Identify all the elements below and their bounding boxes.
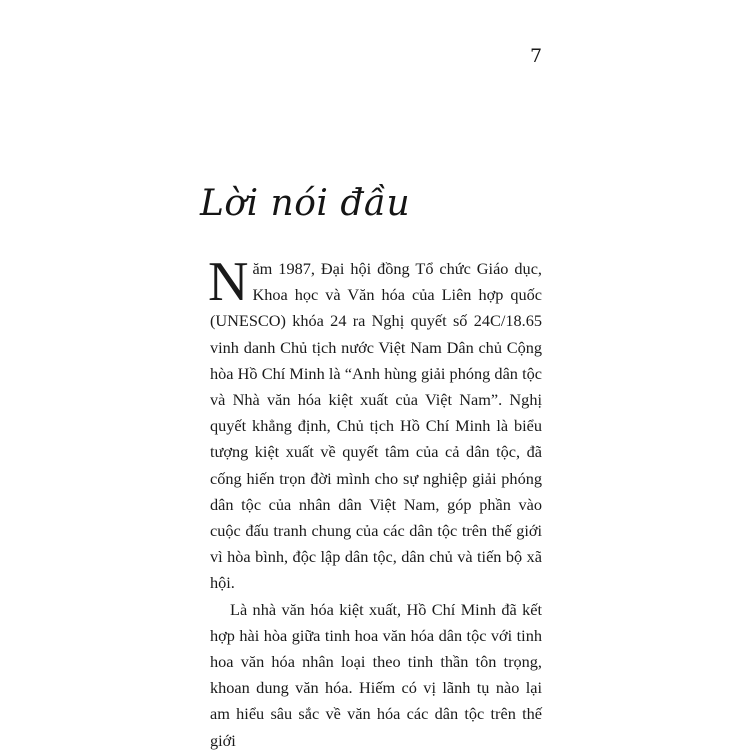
paragraph-1 — [208, 251, 542, 597]
chapter-title: Lời nói đầu — [200, 183, 411, 224]
body-text — [208, 251, 542, 754]
page-number: 7 — [530, 45, 543, 67]
paragraph-1-text: ăm 1987, Đại hội đồng Tổ chức Giáo dục, Khoa học và Văn hóa của Liên hợp quốc (UNESCO) khóa 24 ra Nghị quyết số 24C/18.65 vinh danh Chủ tịch nước Việt Nam Dân chủ Cộng hòa Hồ Chí Minh là “Anh hùng giải phóng dân tộc và Nhà văn hóa kiệt xuất của Việt Nam”. Nghị quyết khẳng định, Chủ tịch Hồ Chí Minh là biểu tượng kiệt xuất về quyết tâm của cả dân tộc, đã cống hiến trọn đời mình cho sự nghiệp giải phóng dân tộc của nhân dân Việt Nam, góp phần vào cuộc đấu tranh chung của các dân tộc trên thế giới vì hòa bình, độc lập dân tộc, dân chủ và tiến bộ xã hội. — [210, 259, 542, 593]
paragraph-2: Là nhà văn hóa kiệt xuất, Hồ Chí Minh đã kết hợp hài hòa giữa tinh hoa văn hóa dân tộc với tinh hoa văn hóa nhân loại theo tinh thần tôn trọng, khoan dung văn hóa. Hiếm có vị lãnh tụ nào lại am hiểu sâu sắc về văn hóa các dân tộc trên thế giới — [210, 599, 542, 750]
drop-cap: N — [208, 251, 249, 313]
